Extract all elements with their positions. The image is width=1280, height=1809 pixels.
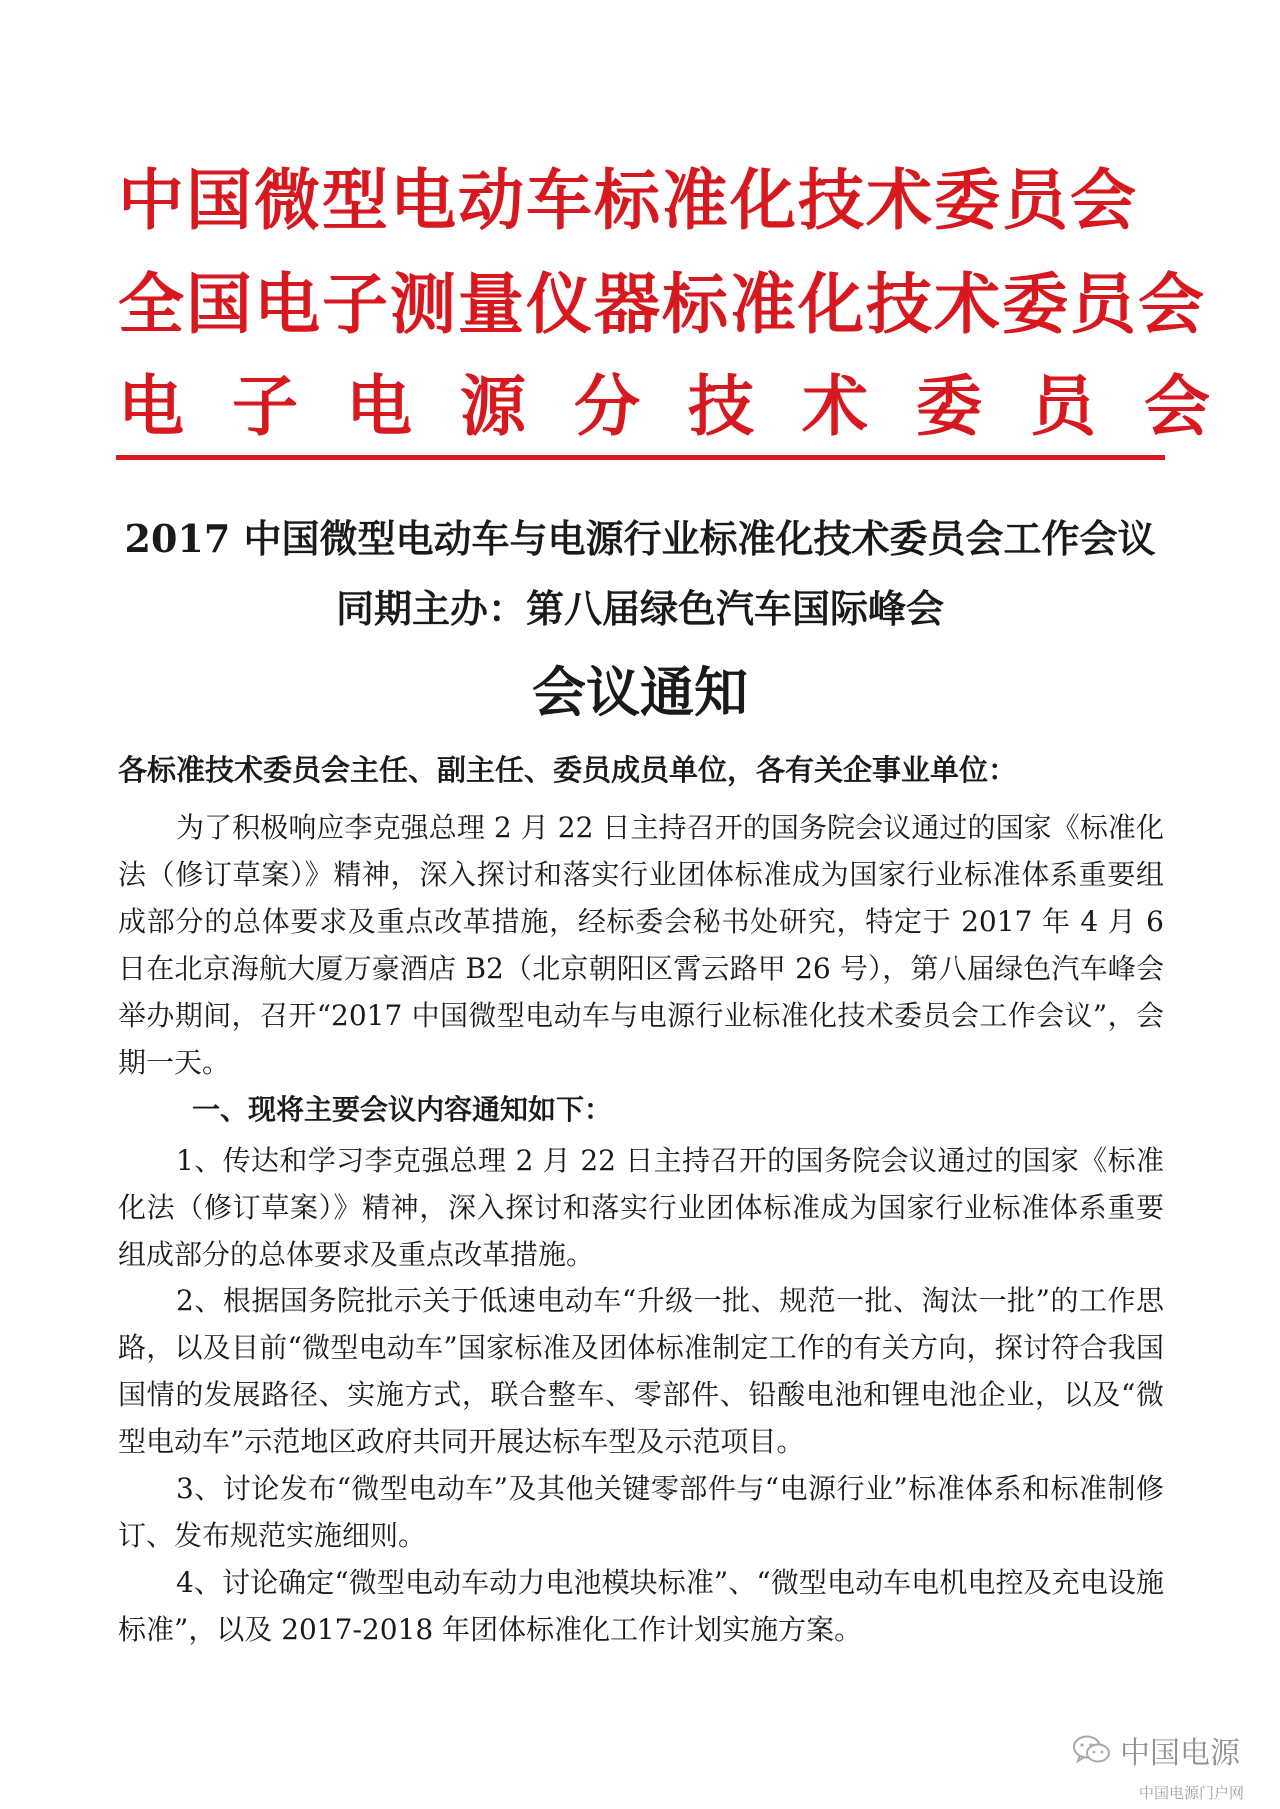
list-item: 4、讨论确定“微型电动车动力电池模块标准”、“微型电动车电机电控及充电设施标准”，以及 2017-2018 年团体标准化工作计划实施方案。 (118, 1566, 1164, 1646)
intro-paragraph: 为了积极响应李克强总理 2 月 22 日主持召开的国务院会议通过的国家《标准化法（修订草案）》精神，深入探讨和落实行业团体标准成为国家行业标准体系重要组成部分的总体要求及重点改革措施，经标委会秘书处研究，特定于 2017 年 4 月 6 日在北京海航大厦万豪酒店 B2（北京朝阳区霄云路甲 26 号），第八届绿色汽车峰会举办期间，召开“2017 中国微型电动车与电源行业标准化技术委员会工作会议”，会期一天。 (118, 811, 1164, 1079)
watermark-site: 中国电源门户网 (1138, 1784, 1244, 1802)
watermark-brand: 中国电源 (1120, 1736, 1240, 1771)
letterhead-line-2: 全国电子测量仪器标准化技术委员会 (118, 266, 1206, 343)
list-item: 3、讨论发布“微型电动车”及其他关键零部件与“电源行业”标准体系和标准制修订、发布规范实施细则。 (118, 1472, 1164, 1552)
section-heading: 一、现将主要会议内容通知如下： (192, 1093, 613, 1126)
salutation: 各标准技术委员会主任、副主任、委员成员单位，各有关企事业单位： (118, 753, 1018, 787)
list-item: 1、传达和学习李克强总理 2 月 22 日主持召开的国务院会议通过的国家《标准化法（修订草案）》精神，深入探讨和落实行业团体标准成为国家行业标准体系重要组成部分的总体要求及重点改革措施。 (118, 1144, 1164, 1271)
list-item: 2、根据国务院批示关于低速电动车“升级一批、规范一批、淘汰一批”的工作思路，以及目前“微型电动车”国家标准及团体标准制定工作的有关方向，探讨符合我国国情的发展路径、实施方式，联合整车、零部件、铅酸电池和锂电池企业，以及“微型电动车”示范地区政府共同开展达标车型及示范项目。 (118, 1284, 1164, 1458)
letterhead-line-3: 电子电源分技术委员会 (118, 368, 1258, 445)
watermark (1072, 1728, 1240, 1772)
cohost-title: 同期主办：第八届绿色汽车国际峰会 (335, 586, 944, 631)
letterhead-divider (116, 455, 1165, 460)
notice-title: 会议通知 (532, 661, 748, 724)
wechat-icon (1072, 1734, 1112, 1766)
letterhead-line-1: 中国微型电动车标准化技术委员会 (118, 162, 1138, 239)
meeting-title: 2017 中国微型电动车与电源行业标准化技术委员会工作会议 (124, 516, 1156, 561)
